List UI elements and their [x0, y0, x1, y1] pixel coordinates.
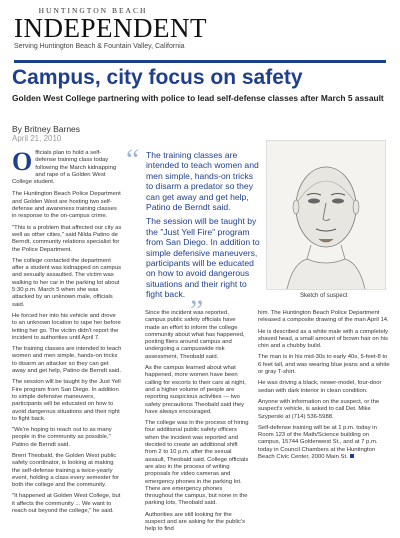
paragraph: The session will be taught by the Just Yell Fire program from San Diego. In addition to simple defensive maneuvers, participants will be educated on how to avoid dangerous situations and their right to fight back.	[12, 379, 121, 422]
masthead-tagline: Serving Huntington Beach & Fountain Valley, California	[14, 43, 185, 50]
paragraph: He is described as a white male with a completely shaved head, a small amount of brown hair on his chin and a chubby build.	[258, 328, 388, 350]
paragraph: Since the incident was reported, campus public safety officials have made an effort to inform the college community about what has happened, posting fliers around campus and undergoing a campuswide risk assessment, Theobald said.	[145, 310, 245, 360]
paragraph: him. The Huntington Beach Police Department released a composite drawing of the man April 14.	[258, 310, 389, 324]
paragraph: The college was in the process of hiring four additional public safety officers when the incident was reported and decided to create an additional shift from 2 to 10 p.m. after the sexual assault, Theobald said. College officials are also in the process of writing proposals for video cameras and emergency phones in the parking lot. There are emergency phones throughout the campus, but none in the parking lots, Theobald said.	[145, 420, 249, 507]
article-date: April 21, 2010	[12, 134, 62, 143]
suspect-sketch-image	[266, 140, 386, 290]
close-quote-mark: ”	[190, 294, 204, 327]
paragraph: Brent Theobald, the Golden West public safety coordinator, is looking at making the self-defense training a twice-yearly event, holding a class every semester for both the college and the community.	[12, 452, 120, 489]
pull-quote	[146, 150, 260, 304]
end-of-story-mark	[350, 454, 354, 458]
masthead-city: HUNTINGTON BEACH	[38, 6, 148, 15]
paragraph: "It happened at Golden West College, but it affects the community ... We want to reach out beyond the college," he said.	[12, 493, 121, 515]
paragraph: The man is in his mid-30s to early 40s, 5-feet-8 to 6 feet tall, and was wearing blue jeans and a white or gray T-shirt.	[258, 354, 390, 376]
paragraph: The Huntington Beach Police Department and Golden West are hosting two self-defense and awareness training classes in response to the on-campus crime.	[12, 191, 121, 220]
lead-paragraph	[12, 147, 122, 186]
paragraph: Authorities are still looking for the suspect and are asking for the public's help to find	[145, 511, 246, 533]
article-column-3	[258, 310, 390, 465]
paragraph: The training classes are intended to teach women and men simple, hands-on tricks to disarm an attacker so they can get away and get help, Patino de Berndt said.	[12, 346, 122, 375]
lead-text: fficials plan to hold a self-defense training class today following the March kidnapping and rape of a Golden West College student.	[12, 150, 117, 186]
paragraph: "This is a problem that affected our city as well as other cities," said Nilda Patino de Berndt, community relations specialist for the Police Department.	[12, 224, 122, 253]
paragraph: He forced her into his vehicle and drove to an unknown location to rape her before letting her go. The victim didn't report the incident to authorities until April 7.	[12, 312, 121, 341]
suspect-sketch-drawing	[267, 141, 385, 289]
article-column-1	[12, 147, 122, 519]
paragraph: Anyone with information on the suspect, or the suspect's vehicle, is asked to call Det. Mike Szyperski at (714) 536-5988.	[258, 398, 380, 420]
paragraph: The college contacted the department after a student was kidnapped on campus and sexually assaulted. The victim was walking to her car in the parking lot about 5:30 p.m. March 5 when she was attacked by an unknown male, officials said.	[12, 257, 122, 308]
byline: By Britney Barnes	[12, 124, 81, 134]
masthead	[14, 6, 386, 50]
subheadline: Golden West College partnering with police to lead self-defense classes after March 5 assault	[12, 93, 384, 103]
drop-cap: O	[12, 147, 33, 176]
pull-quote-paragraph: The session will be taught by the "Just Yell Fire" program from San Diego. In addition to simple defensive maneuvers, participants will be educated on how to avoid dangerous situations and their right to fight back.	[146, 216, 260, 300]
paragraph: As the campus learned about what happened, more women have been calling for escorts to their cars at night, and a higher volume of people are reporting suspicious activities — two safety precautions Theobald said they have always encouraged.	[145, 365, 246, 415]
pull-quote-paragraph: The training classes are intended to teach women and men simple, hands-on tricks to disarm a predator so they can get away and get help, Patino de Berndt said.	[146, 150, 259, 213]
paragraph-text: Self-defense training will be at 1 p.m. today in Room 123 of the Math/Science building on campus, 15744 Goldenwest St., and at 7 p.m. today in Council Chambers at the Huntington Beach Civic Center, 2000 Main St.	[258, 424, 378, 461]
article-column-2	[145, 310, 249, 538]
paragraph: He was driving a black, newer-model, four-door sedan with dark interior in clean condition.	[258, 380, 382, 394]
paragraph: "We're hoping to reach out to as many people in the community as possible," Patino de Berndt said.	[12, 427, 112, 448]
image-caption: Sketch of suspect	[300, 293, 348, 299]
masthead-rule	[14, 60, 386, 63]
masthead-title: INDEPENDENT	[14, 13, 207, 43]
headline: Campus, city focus on safety	[12, 66, 303, 89]
paragraph	[258, 425, 390, 461]
open-quote-mark: “	[126, 143, 140, 176]
